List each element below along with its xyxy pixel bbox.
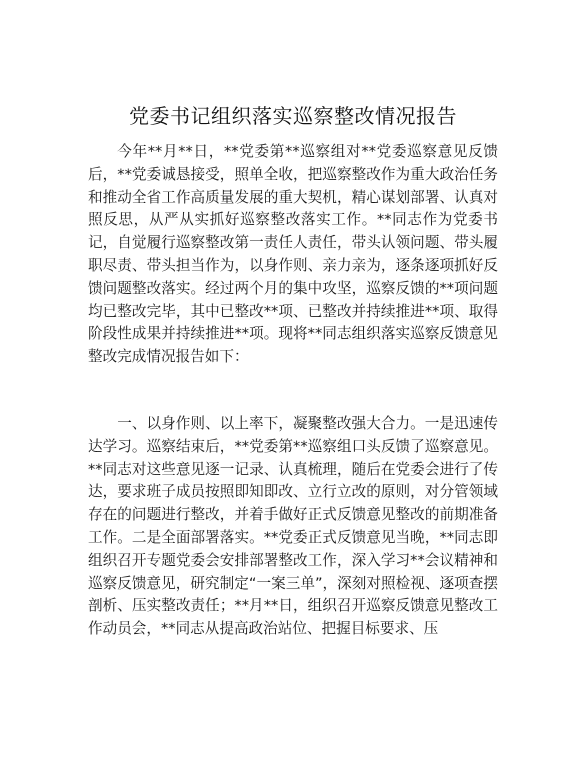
paragraph-intro: 今年**月**日，**党委第**巡察组对**党委巡察意见反馈后，**党委诚恳接受，照单全收，把巡察整改作为重大政治任务和推动全省工作高质量发展的重大契机，精心谋划部署、认真对照反思，从严从实抓好巡察整改落实工作。**同志作为党委书记，自觉履行巡察整改第一责任人责任，带头认领问题、带头履职尽责、带头担当作为，以身作则、亲力亲为，逐条逐项抓好反馈问题整改落实。经过两个月的集中攻坚，巡察反馈的**项问题均已整改完毕，其中已整改**项、已整改并持续推进**项、取得阶段性成果并持续推进**项。现将**同志组织落实巡察反馈意见整改完成情况报告如下： — [88, 143, 498, 366]
paragraph-section-one: 一、以身作则、以上率下，凝聚整改强大合力。一是迅速传达学习。巡察结束后，**党委第**巡察组口头反馈了巡察意见。**同志对这些意见逐一记录、认真梳理，随后在党委会进行了传达，要求班子成员按照即知即改、立行立改的原则，对分管领域存在的问题进行整改，并着手做好正式反馈意见整改的前期准备工作。二是全面部署落实。**党委正式反馈意见当晚，**同志即组织召开专题党委会安排部署整改工作，深入学习**会议精神和巡察反馈意见，研究制定“一案三单”，深刻对照检视、逐项查摆剖析、压实整改责任；**月**日，组织召开巡察反馈意见整改工作动员会，**同志从提高政治站位、把握目标要求、压 — [88, 415, 498, 638]
document-title: 党委书记组织落实巡察整改情况报告 — [129, 104, 457, 128]
